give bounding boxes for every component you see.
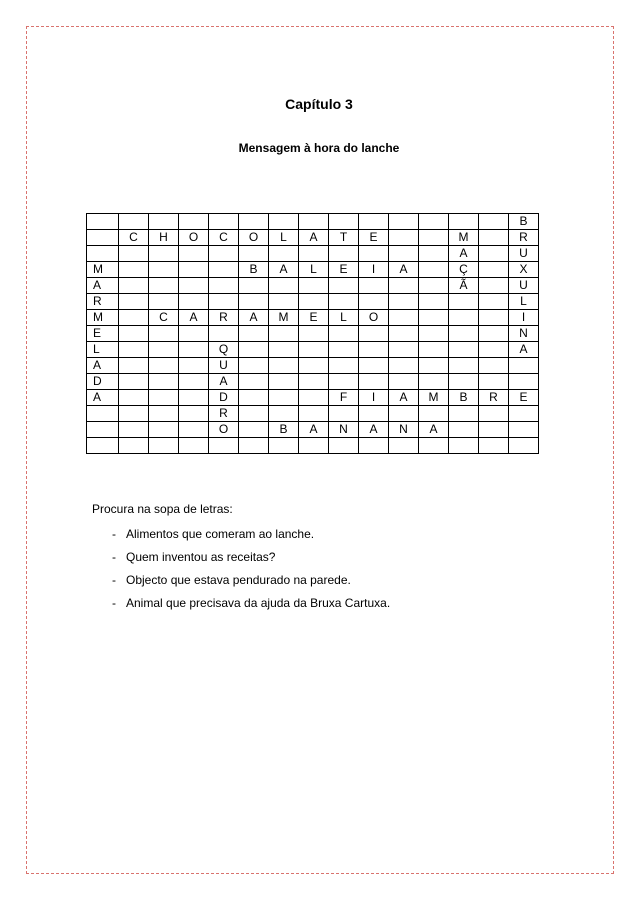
grid-cell	[389, 278, 419, 294]
instruction-item	[92, 572, 390, 595]
grid-cell	[419, 310, 449, 326]
grid-cell	[419, 358, 449, 374]
instruction-item	[92, 526, 390, 549]
grid-cell: O	[359, 310, 389, 326]
grid-cell: L	[299, 262, 329, 278]
grid-cell	[479, 230, 509, 246]
instructions	[92, 502, 390, 618]
grid-cell	[149, 406, 179, 422]
grid-cell	[329, 246, 359, 262]
grid-cell: M	[87, 262, 119, 278]
grid-cell	[119, 278, 149, 294]
grid-cell	[299, 326, 329, 342]
grid-cell	[389, 374, 419, 390]
grid-cell	[179, 214, 209, 230]
grid-row	[87, 438, 539, 454]
grid-cell	[119, 422, 149, 438]
grid-cell	[239, 214, 269, 230]
grid-cell	[329, 374, 359, 390]
grid-cell: C	[119, 230, 149, 246]
grid-cell	[359, 278, 389, 294]
chapter-subtitle: Mensagem à hora do lanche	[238, 141, 400, 155]
grid-cell	[329, 358, 359, 374]
grid-cell	[449, 438, 479, 454]
grid-cell	[359, 214, 389, 230]
grid-cell: O	[209, 422, 239, 438]
grid-cell	[179, 358, 209, 374]
grid-cell	[389, 294, 419, 310]
grid-row	[87, 358, 539, 374]
grid-cell	[149, 374, 179, 390]
grid-cell: A	[209, 374, 239, 390]
grid-cell: R	[87, 294, 119, 310]
grid-cell	[179, 326, 209, 342]
grid-row	[87, 326, 539, 342]
grid-cell: E	[329, 262, 359, 278]
grid-cell	[509, 406, 539, 422]
grid-cell	[359, 406, 389, 422]
instruction-item	[92, 595, 390, 618]
grid-row	[87, 214, 539, 230]
grid-cell	[269, 406, 299, 422]
grid-cell: A	[449, 246, 479, 262]
grid-cell	[419, 374, 449, 390]
grid-cell	[87, 438, 119, 454]
grid-cell	[149, 246, 179, 262]
list-dash: -	[112, 527, 116, 541]
instructions-list	[92, 526, 390, 618]
grid-cell	[119, 294, 149, 310]
grid-cell	[419, 326, 449, 342]
grid-cell: A	[359, 422, 389, 438]
grid-cell: E	[87, 326, 119, 342]
grid-cell	[119, 374, 149, 390]
list-dash: -	[112, 573, 116, 587]
grid-cell: A	[299, 230, 329, 246]
grid-cell	[269, 390, 299, 406]
grid-cell	[269, 358, 299, 374]
grid-cell	[299, 358, 329, 374]
grid-cell: L	[87, 342, 119, 358]
grid-cell	[389, 326, 419, 342]
grid-cell	[299, 214, 329, 230]
grid-cell	[179, 246, 209, 262]
grid-cell: M	[87, 310, 119, 326]
grid-cell	[479, 422, 509, 438]
grid-cell: E	[509, 390, 539, 406]
grid-cell	[329, 326, 359, 342]
grid-cell	[389, 438, 419, 454]
grid-cell	[179, 438, 209, 454]
grid-cell: L	[329, 310, 359, 326]
grid-cell: L	[269, 230, 299, 246]
grid-cell: E	[299, 310, 329, 326]
grid-cell: B	[509, 214, 539, 230]
grid-cell: B	[269, 422, 299, 438]
grid-cell: F	[329, 390, 359, 406]
grid-cell: O	[239, 230, 269, 246]
grid-cell	[419, 246, 449, 262]
grid-cell: A	[389, 390, 419, 406]
grid-cell	[449, 326, 479, 342]
grid-cell	[299, 294, 329, 310]
grid-cell: N	[389, 422, 419, 438]
grid-cell	[329, 278, 359, 294]
grid-cell: R	[479, 390, 509, 406]
grid-cell	[449, 374, 479, 390]
grid-cell	[209, 278, 239, 294]
grid-cell: D	[209, 390, 239, 406]
grid-cell	[239, 390, 269, 406]
grid-cell: A	[269, 262, 299, 278]
grid-cell	[269, 326, 299, 342]
grid-cell	[479, 262, 509, 278]
grid-cell	[119, 438, 149, 454]
grid-cell	[149, 422, 179, 438]
grid-cell	[389, 342, 419, 358]
grid-cell: M	[269, 310, 299, 326]
grid-row	[87, 246, 539, 262]
grid-cell	[119, 214, 149, 230]
grid-cell: C	[209, 230, 239, 246]
grid-cell	[179, 294, 209, 310]
grid-cell	[479, 246, 509, 262]
grid-cell	[389, 230, 419, 246]
grid-cell: Q	[209, 342, 239, 358]
word-search-grid	[86, 213, 539, 454]
grid-cell: O	[179, 230, 209, 246]
grid-cell	[449, 406, 479, 422]
grid-row	[87, 278, 539, 294]
grid-cell: U	[509, 246, 539, 262]
grid-cell	[149, 390, 179, 406]
grid-cell: U	[209, 358, 239, 374]
grid-cell	[509, 374, 539, 390]
grid-cell	[479, 294, 509, 310]
grid-cell	[419, 294, 449, 310]
grid-cell	[149, 214, 179, 230]
grid-cell: B	[239, 262, 269, 278]
grid-cell: U	[509, 278, 539, 294]
grid-cell: A	[299, 422, 329, 438]
grid-cell	[239, 374, 269, 390]
grid-cell	[479, 278, 509, 294]
grid-cell	[419, 342, 449, 358]
grid-row	[87, 310, 539, 326]
grid-cell: A	[87, 390, 119, 406]
grid-cell: R	[509, 230, 539, 246]
grid-cell	[179, 278, 209, 294]
grid-cell: I	[509, 310, 539, 326]
grid-row	[87, 406, 539, 422]
grid-cell	[269, 438, 299, 454]
grid-cell	[509, 358, 539, 374]
grid-cell	[239, 342, 269, 358]
grid-cell	[389, 406, 419, 422]
grid-cell: N	[329, 422, 359, 438]
grid-cell	[87, 230, 119, 246]
grid-cell	[179, 262, 209, 278]
grid-cell	[299, 374, 329, 390]
grid-cell: M	[449, 230, 479, 246]
grid-cell	[299, 278, 329, 294]
grid-cell	[269, 342, 299, 358]
grid-cell: I	[359, 390, 389, 406]
grid-cell: I	[359, 262, 389, 278]
list-dash: -	[112, 550, 116, 564]
grid-cell	[239, 294, 269, 310]
grid-cell: R	[209, 310, 239, 326]
grid-cell	[479, 406, 509, 422]
grid-cell	[269, 294, 299, 310]
grid-cell	[449, 342, 479, 358]
grid-cell	[389, 358, 419, 374]
grid-cell	[449, 310, 479, 326]
grid-cell	[299, 342, 329, 358]
grid-cell: A	[87, 358, 119, 374]
grid-cell	[299, 438, 329, 454]
grid-cell	[389, 310, 419, 326]
grid-cell	[239, 406, 269, 422]
grid-cell: L	[509, 294, 539, 310]
grid-cell	[479, 342, 509, 358]
grid-cell	[359, 358, 389, 374]
grid-cell	[359, 342, 389, 358]
instruction-text: Quem inventou as receitas?	[126, 550, 276, 564]
grid-cell	[149, 278, 179, 294]
instruction-text: Objecto que estava pendurado na parede.	[126, 573, 351, 587]
grid-row	[87, 374, 539, 390]
grid-cell: R	[209, 406, 239, 422]
grid-cell	[239, 438, 269, 454]
grid-cell	[239, 246, 269, 262]
grid-cell	[149, 326, 179, 342]
grid-row	[87, 422, 539, 438]
grid-cell: B	[449, 390, 479, 406]
grid-cell	[479, 326, 509, 342]
grid-cell	[299, 390, 329, 406]
grid-cell	[329, 214, 359, 230]
grid-row	[87, 342, 539, 358]
grid-cell: T	[329, 230, 359, 246]
grid-cell	[299, 406, 329, 422]
grid-row	[87, 390, 539, 406]
grid-cell	[119, 246, 149, 262]
grid-cell	[479, 214, 509, 230]
grid-cell: C	[149, 310, 179, 326]
grid-cell: A	[389, 262, 419, 278]
grid-cell	[419, 438, 449, 454]
grid-cell: A	[419, 422, 449, 438]
grid-cell	[179, 374, 209, 390]
grid-cell	[87, 406, 119, 422]
grid-cell	[87, 214, 119, 230]
grid-cell	[419, 230, 449, 246]
grid-cell	[209, 214, 239, 230]
grid-cell	[389, 246, 419, 262]
grid-cell: Ã	[449, 278, 479, 294]
grid-cell	[149, 342, 179, 358]
grid-cell: A	[509, 342, 539, 358]
grid-cell	[359, 326, 389, 342]
grid-cell	[149, 262, 179, 278]
grid-cell	[239, 358, 269, 374]
grid-cell	[389, 214, 419, 230]
grid-cell	[419, 214, 449, 230]
grid-cell	[359, 246, 389, 262]
grid-cell	[149, 294, 179, 310]
instruction-text: Alimentos que comeram ao lanche.	[126, 527, 315, 541]
grid-cell	[119, 326, 149, 342]
grid-cell	[449, 358, 479, 374]
grid-cell: D	[87, 374, 119, 390]
grid-row	[87, 230, 539, 246]
grid-cell	[119, 406, 149, 422]
grid-cell: M	[419, 390, 449, 406]
grid-cell	[179, 342, 209, 358]
grid-cell	[209, 326, 239, 342]
instruction-text: Animal que precisava da ajuda da Bruxa Cartuxa.	[126, 596, 391, 610]
grid-cell	[87, 422, 119, 438]
grid-cell	[419, 262, 449, 278]
grid-cell	[419, 278, 449, 294]
grid-cell	[329, 438, 359, 454]
grid-cell	[149, 438, 179, 454]
grid-cell	[209, 438, 239, 454]
grid-cell	[179, 390, 209, 406]
grid-cell	[209, 294, 239, 310]
grid-cell: X	[509, 262, 539, 278]
grid-cell	[479, 374, 509, 390]
list-dash: -	[112, 596, 116, 610]
grid-cell	[179, 422, 209, 438]
grid-cell	[329, 294, 359, 310]
grid-cell	[149, 358, 179, 374]
grid-cell	[329, 342, 359, 358]
grid-cell	[119, 262, 149, 278]
grid-cell	[239, 422, 269, 438]
grid-cell: N	[509, 326, 539, 342]
grid-cell	[449, 422, 479, 438]
grid-cell	[119, 342, 149, 358]
grid-cell	[299, 246, 329, 262]
grid-cell	[359, 438, 389, 454]
grid-cell	[479, 310, 509, 326]
grid-cell	[239, 326, 269, 342]
grid-cell	[359, 294, 389, 310]
grid-cell	[119, 310, 149, 326]
grid-cell	[239, 278, 269, 294]
grid-cell	[479, 358, 509, 374]
grid-cell	[449, 294, 479, 310]
grid-cell	[419, 406, 449, 422]
grid-cell	[509, 422, 539, 438]
grid-cell	[87, 246, 119, 262]
grid-cell: A	[179, 310, 209, 326]
chapter-title: Capítulo 3	[285, 96, 353, 112]
instructions-intro: Procura na sopa de letras:	[92, 502, 233, 516]
grid-cell	[269, 246, 299, 262]
grid-cell	[179, 406, 209, 422]
grid-cell	[119, 358, 149, 374]
grid-cell: E	[359, 230, 389, 246]
grid-cell	[119, 390, 149, 406]
grid-cell	[269, 374, 299, 390]
grid-row	[87, 262, 539, 278]
grid-row	[87, 294, 539, 310]
grid-cell	[449, 214, 479, 230]
grid-cell: H	[149, 230, 179, 246]
grid-cell	[269, 214, 299, 230]
grid-cell: Ç	[449, 262, 479, 278]
grid-cell	[509, 438, 539, 454]
grid-cell	[359, 374, 389, 390]
grid-cell	[269, 278, 299, 294]
grid-cell: A	[239, 310, 269, 326]
grid-cell	[209, 262, 239, 278]
grid-cell	[479, 438, 509, 454]
instruction-item	[92, 549, 390, 572]
grid-cell	[209, 246, 239, 262]
grid-cell: A	[87, 278, 119, 294]
grid-cell	[329, 406, 359, 422]
